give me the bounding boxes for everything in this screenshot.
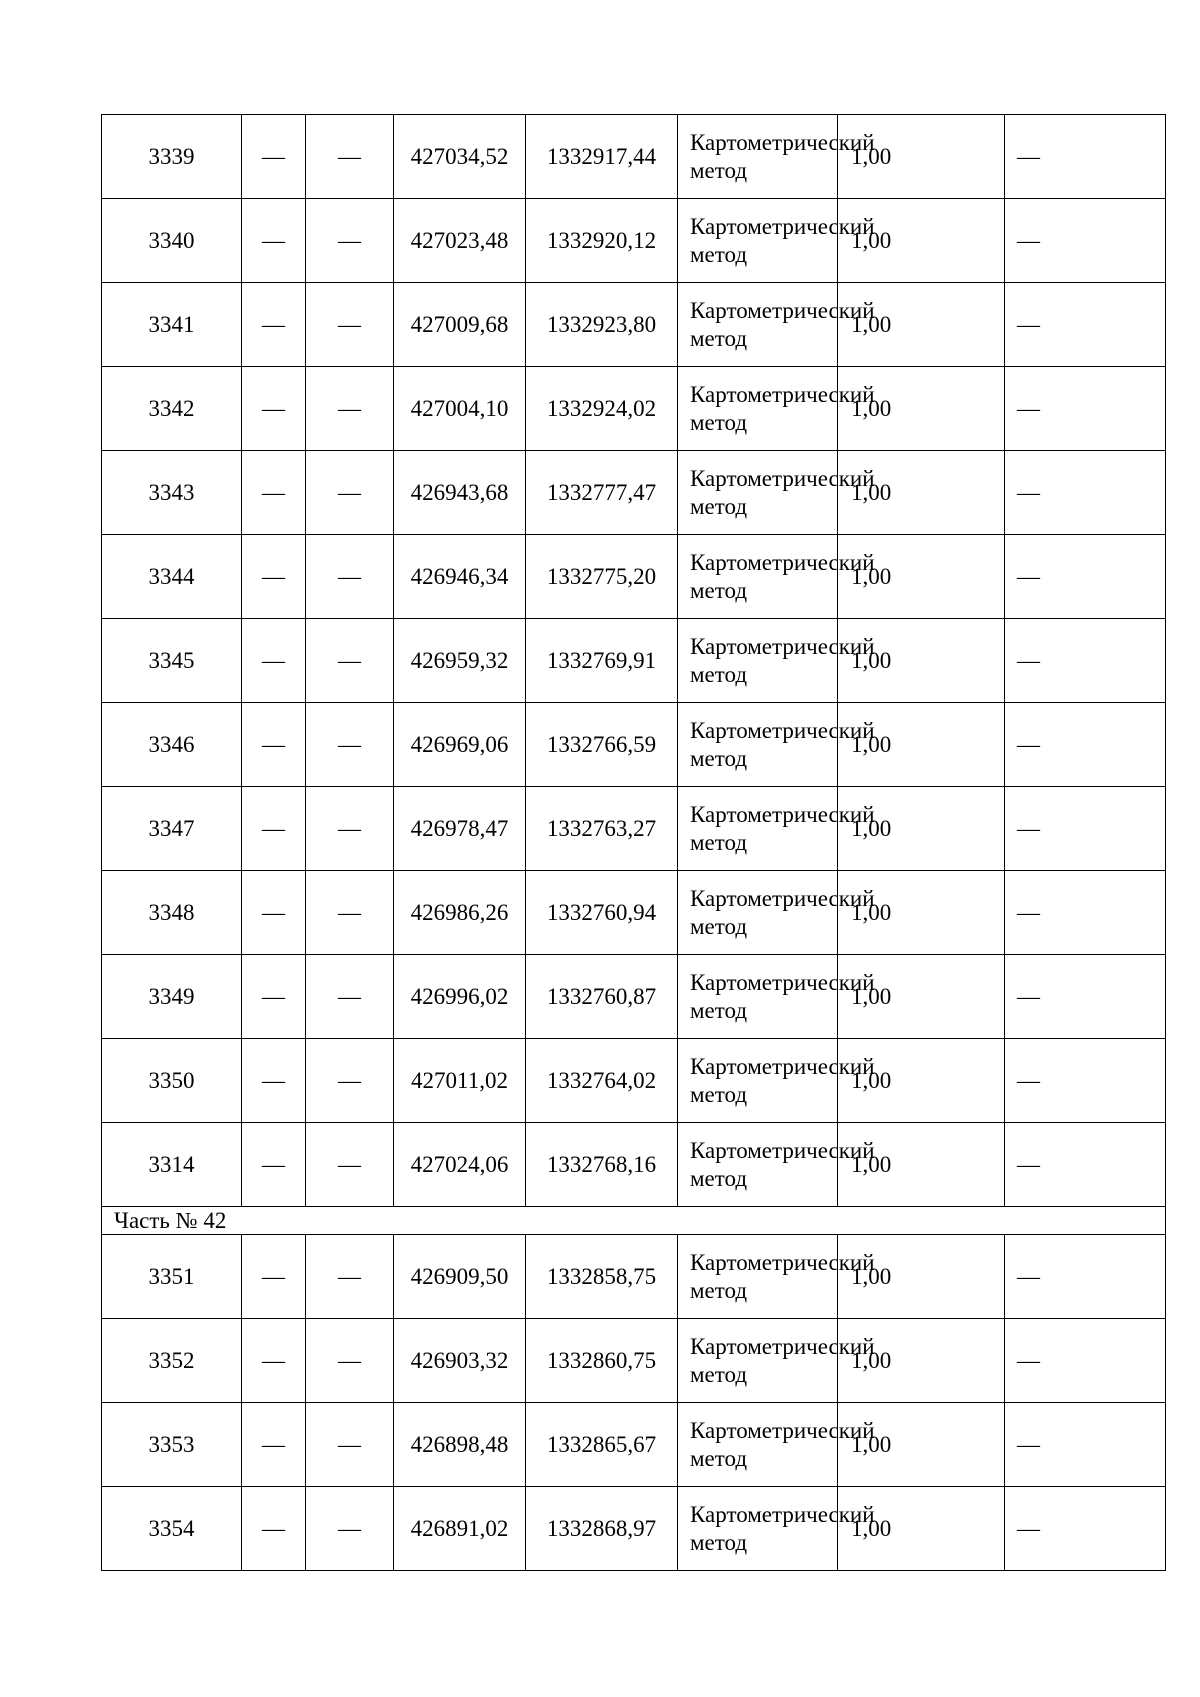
coordinate-x-cell: 426969,06: [394, 703, 526, 787]
dash-cell: —: [306, 703, 394, 787]
dash-cell: —: [242, 955, 306, 1039]
coordinate-y-cell: 1332865,67: [526, 1403, 678, 1487]
dash-cell: —: [242, 1487, 306, 1571]
dash-cell: —: [1005, 1123, 1166, 1207]
table-row: [102, 1319, 1166, 1403]
point-number-cell: 3353: [102, 1403, 242, 1487]
point-number-cell: 3339: [102, 115, 242, 199]
dash-cell: —: [306, 115, 394, 199]
method-cell: Картометрический метод: [678, 871, 838, 955]
dash-cell: —: [306, 1123, 394, 1207]
dash-cell: —: [1005, 787, 1166, 871]
dash-cell: —: [1005, 703, 1166, 787]
dash-cell: —: [242, 1123, 306, 1207]
coordinate-y-cell: 1332924,02: [526, 367, 678, 451]
point-number-cell: 3352: [102, 1319, 242, 1403]
dash-cell: —: [306, 787, 394, 871]
point-number-cell: 3350: [102, 1039, 242, 1123]
dash-cell: —: [306, 871, 394, 955]
accuracy-cell: 1,00: [838, 115, 1005, 199]
coordinate-x-cell: 427011,02: [394, 1039, 526, 1123]
point-number-cell: 3354: [102, 1487, 242, 1571]
coordinates-table: [101, 114, 1166, 1571]
table-row: [102, 703, 1166, 787]
table-row: [102, 199, 1166, 283]
accuracy-cell: 1,00: [838, 535, 1005, 619]
point-number-cell: 3340: [102, 199, 242, 283]
coordinate-x-cell: 426959,32: [394, 619, 526, 703]
coordinate-x-cell: 427023,48: [394, 199, 526, 283]
method-cell: Картометрический метод: [678, 1235, 838, 1319]
method-cell: Картометрический метод: [678, 703, 838, 787]
table-row: [102, 1235, 1166, 1319]
accuracy-cell: 1,00: [838, 1123, 1005, 1207]
method-cell: Картометрический метод: [678, 955, 838, 1039]
coordinate-y-cell: 1332760,87: [526, 955, 678, 1039]
point-number-cell: 3314: [102, 1123, 242, 1207]
accuracy-cell: 1,00: [838, 1039, 1005, 1123]
accuracy-cell: 1,00: [838, 1235, 1005, 1319]
dash-cell: —: [306, 1487, 394, 1571]
section-label: Часть № 42: [102, 1207, 1166, 1235]
table-body: [102, 115, 1166, 1571]
dash-cell: —: [242, 283, 306, 367]
dash-cell: —: [306, 451, 394, 535]
method-cell: Картометрический метод: [678, 1403, 838, 1487]
dash-cell: —: [1005, 115, 1166, 199]
table-row: [102, 955, 1166, 1039]
dash-cell: —: [1005, 1487, 1166, 1571]
table-row: [102, 283, 1166, 367]
dash-cell: —: [306, 199, 394, 283]
dash-cell: —: [306, 1039, 394, 1123]
dash-cell: —: [242, 367, 306, 451]
table-row: [102, 367, 1166, 451]
dash-cell: —: [242, 115, 306, 199]
dash-cell: —: [306, 619, 394, 703]
dash-cell: —: [306, 1235, 394, 1319]
coordinate-x-cell: 427004,10: [394, 367, 526, 451]
dash-cell: —: [242, 1403, 306, 1487]
method-cell: Картометрический метод: [678, 1123, 838, 1207]
dash-cell: —: [306, 1319, 394, 1403]
dash-cell: —: [1005, 1039, 1166, 1123]
accuracy-cell: 1,00: [838, 367, 1005, 451]
method-cell: Картометрический метод: [678, 283, 838, 367]
point-number-cell: 3345: [102, 619, 242, 703]
dash-cell: —: [1005, 535, 1166, 619]
method-cell: Картометрический метод: [678, 619, 838, 703]
coordinate-y-cell: 1332763,27: [526, 787, 678, 871]
accuracy-cell: 1,00: [838, 1487, 1005, 1571]
table-row: [102, 535, 1166, 619]
coordinate-x-cell: 427009,68: [394, 283, 526, 367]
dash-cell: —: [1005, 199, 1166, 283]
coordinate-x-cell: 426898,48: [394, 1403, 526, 1487]
dash-cell: —: [1005, 451, 1166, 535]
method-cell: Картометрический метод: [678, 1487, 838, 1571]
table-row: [102, 115, 1166, 199]
accuracy-cell: 1,00: [838, 955, 1005, 1039]
accuracy-cell: 1,00: [838, 283, 1005, 367]
coordinate-y-cell: 1332766,59: [526, 703, 678, 787]
point-number-cell: 3341: [102, 283, 242, 367]
dash-cell: —: [242, 619, 306, 703]
point-number-cell: 3342: [102, 367, 242, 451]
method-cell: Картометрический метод: [678, 535, 838, 619]
method-cell: Картометрический метод: [678, 1319, 838, 1403]
point-number-cell: 3347: [102, 787, 242, 871]
table-row: [102, 787, 1166, 871]
coordinate-y-cell: 1332769,91: [526, 619, 678, 703]
table-row: [102, 1403, 1166, 1487]
dash-cell: —: [242, 535, 306, 619]
accuracy-cell: 1,00: [838, 703, 1005, 787]
accuracy-cell: 1,00: [838, 1319, 1005, 1403]
point-number-cell: 3351: [102, 1235, 242, 1319]
accuracy-cell: 1,00: [838, 451, 1005, 535]
dash-cell: —: [242, 1235, 306, 1319]
dash-cell: —: [306, 535, 394, 619]
table-row: [102, 871, 1166, 955]
dash-cell: —: [242, 787, 306, 871]
dash-cell: —: [1005, 283, 1166, 367]
dash-cell: —: [242, 703, 306, 787]
point-number-cell: 3348: [102, 871, 242, 955]
table-row: [102, 451, 1166, 535]
coordinate-y-cell: 1332768,16: [526, 1123, 678, 1207]
table-row: [102, 1487, 1166, 1571]
section-header-row: [102, 1207, 1166, 1235]
dash-cell: —: [306, 367, 394, 451]
coordinate-x-cell: 426891,02: [394, 1487, 526, 1571]
point-number-cell: 3344: [102, 535, 242, 619]
coordinate-x-cell: 426996,02: [394, 955, 526, 1039]
coordinate-y-cell: 1332917,44: [526, 115, 678, 199]
dash-cell: —: [1005, 1235, 1166, 1319]
table-row: [102, 1123, 1166, 1207]
table-row: [102, 619, 1166, 703]
coordinate-x-cell: 426903,32: [394, 1319, 526, 1403]
coordinate-y-cell: 1332777,47: [526, 451, 678, 535]
coordinate-y-cell: 1332923,80: [526, 283, 678, 367]
method-cell: Картометрический метод: [678, 367, 838, 451]
accuracy-cell: 1,00: [838, 619, 1005, 703]
dash-cell: —: [306, 283, 394, 367]
dash-cell: —: [306, 1403, 394, 1487]
dash-cell: —: [242, 1319, 306, 1403]
method-cell: Картометрический метод: [678, 451, 838, 535]
coordinate-x-cell: 426986,26: [394, 871, 526, 955]
dash-cell: —: [1005, 619, 1166, 703]
dash-cell: —: [1005, 1319, 1166, 1403]
dash-cell: —: [242, 199, 306, 283]
coordinate-x-cell: 426909,50: [394, 1235, 526, 1319]
dash-cell: —: [242, 1039, 306, 1123]
coordinate-x-cell: 427024,06: [394, 1123, 526, 1207]
coordinate-y-cell: 1332868,97: [526, 1487, 678, 1571]
accuracy-cell: 1,00: [838, 871, 1005, 955]
coordinate-y-cell: 1332860,75: [526, 1319, 678, 1403]
coordinate-x-cell: 427034,52: [394, 115, 526, 199]
accuracy-cell: 1,00: [838, 787, 1005, 871]
coordinate-y-cell: 1332764,02: [526, 1039, 678, 1123]
point-number-cell: 3343: [102, 451, 242, 535]
accuracy-cell: 1,00: [838, 199, 1005, 283]
dash-cell: —: [1005, 1403, 1166, 1487]
table-row: [102, 1039, 1166, 1123]
method-cell: Картометрический метод: [678, 1039, 838, 1123]
dash-cell: —: [242, 451, 306, 535]
accuracy-cell: 1,00: [838, 1403, 1005, 1487]
dash-cell: —: [306, 955, 394, 1039]
dash-cell: —: [1005, 955, 1166, 1039]
dash-cell: —: [242, 871, 306, 955]
coordinate-x-cell: 426946,34: [394, 535, 526, 619]
dash-cell: —: [1005, 871, 1166, 955]
coordinate-y-cell: 1332760,94: [526, 871, 678, 955]
coordinate-y-cell: 1332858,75: [526, 1235, 678, 1319]
point-number-cell: 3346: [102, 703, 242, 787]
method-cell: Картометрический метод: [678, 199, 838, 283]
method-cell: Картометрический метод: [678, 115, 838, 199]
point-number-cell: 3349: [102, 955, 242, 1039]
coordinate-y-cell: 1332920,12: [526, 199, 678, 283]
coordinate-y-cell: 1332775,20: [526, 535, 678, 619]
coordinate-x-cell: 426978,47: [394, 787, 526, 871]
dash-cell: —: [1005, 367, 1166, 451]
method-cell: Картометрический метод: [678, 787, 838, 871]
coordinate-x-cell: 426943,68: [394, 451, 526, 535]
